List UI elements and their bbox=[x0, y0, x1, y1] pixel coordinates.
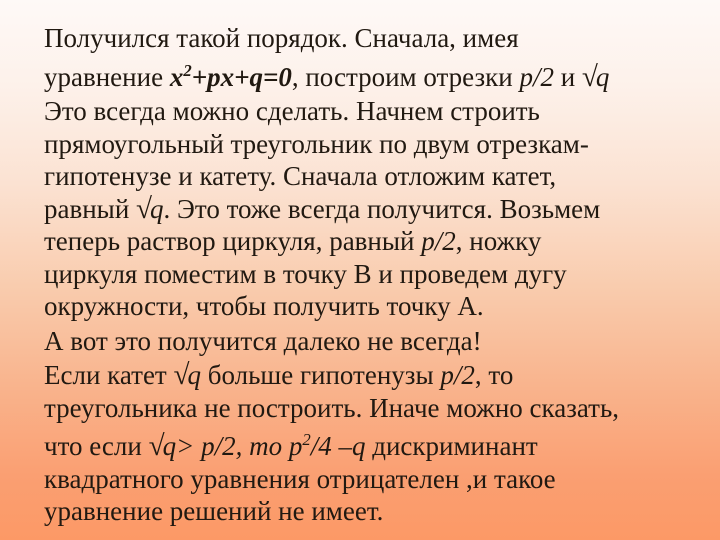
text-line bbox=[44, 95, 706, 128]
text-line bbox=[44, 55, 706, 94]
text-segment: /4 –q bbox=[310, 431, 366, 461]
text-segment: Получился такой порядок. Сначала, имея bbox=[44, 23, 519, 53]
text-segment: . Это тоже всегда получится. Возьмем bbox=[163, 193, 601, 224]
text-segment: 2 bbox=[183, 60, 192, 80]
text-line bbox=[44, 495, 706, 528]
text-segment: p/2 bbox=[421, 226, 456, 256]
text-line bbox=[44, 424, 706, 463]
text-line bbox=[44, 128, 706, 161]
paragraph bbox=[44, 22, 706, 93]
text-line bbox=[44, 193, 706, 226]
text-line bbox=[44, 359, 706, 392]
text-segment: , то bbox=[474, 360, 514, 390]
text-segment: , построим отрезки bbox=[291, 61, 520, 92]
paragraph bbox=[44, 95, 706, 323]
radical-sign: √ bbox=[581, 60, 596, 93]
text-segment: треугольника не построить. Иначе можно сказать, bbox=[44, 392, 620, 423]
text-segment: теперь раствор циркуля, равный bbox=[44, 226, 422, 256]
text-segment: q bbox=[595, 61, 610, 92]
text-line bbox=[44, 225, 706, 258]
radical-sign: √ bbox=[148, 430, 163, 462]
text-line bbox=[44, 258, 706, 291]
text-segment: 2 bbox=[302, 430, 311, 449]
text-segment: , ножку bbox=[455, 226, 542, 256]
text-segment: уравнение решений не имеет. bbox=[44, 496, 384, 526]
paragraph bbox=[44, 325, 706, 358]
text-line bbox=[44, 290, 706, 323]
text-segment: p/2 bbox=[440, 360, 475, 390]
text-line bbox=[44, 463, 706, 496]
text-segment: p/2, то p bbox=[201, 431, 303, 461]
text-segment: p/2 bbox=[519, 61, 554, 92]
text-segment: Если катет bbox=[44, 360, 174, 390]
text-line bbox=[44, 22, 706, 55]
text-line bbox=[44, 392, 706, 425]
text-line bbox=[44, 325, 706, 358]
text-segment: циркуля поместим в точку В и проведем дугу bbox=[44, 258, 567, 289]
text-segment: и bbox=[553, 61, 582, 92]
text-segment: уравнение bbox=[44, 61, 170, 92]
text-segment: равный bbox=[44, 193, 137, 224]
text-segment: больше гипотенузы bbox=[201, 360, 441, 390]
text-segment: Это всегда можно сделать. Начнем строить bbox=[44, 96, 540, 126]
text-line bbox=[44, 160, 706, 193]
text-segment: q> bbox=[162, 431, 195, 461]
text-segment: гипотенузе и катету. Сначала отложим катет, bbox=[44, 161, 557, 191]
text-segment: прямоугольный треугольник по двум отрезкам- bbox=[44, 128, 589, 159]
text-segment: q bbox=[187, 360, 201, 390]
text-segment: квадратного уравнения отрицателен ,и такое bbox=[44, 463, 556, 494]
text-segment: А вот это получится далеко не всегда! bbox=[44, 325, 482, 356]
text-segment: окружности, чтобы получить точку А. bbox=[44, 291, 484, 321]
radical-sign: √ bbox=[173, 359, 188, 391]
text-segment: x bbox=[169, 61, 184, 92]
paragraph bbox=[44, 359, 706, 528]
text-segment: что если bbox=[44, 431, 149, 461]
text-segment: дискриминант bbox=[365, 431, 538, 461]
radical-sign: √ bbox=[136, 192, 151, 225]
text-segment: q bbox=[150, 193, 164, 224]
text-segment: +px+q=0 bbox=[191, 61, 292, 92]
